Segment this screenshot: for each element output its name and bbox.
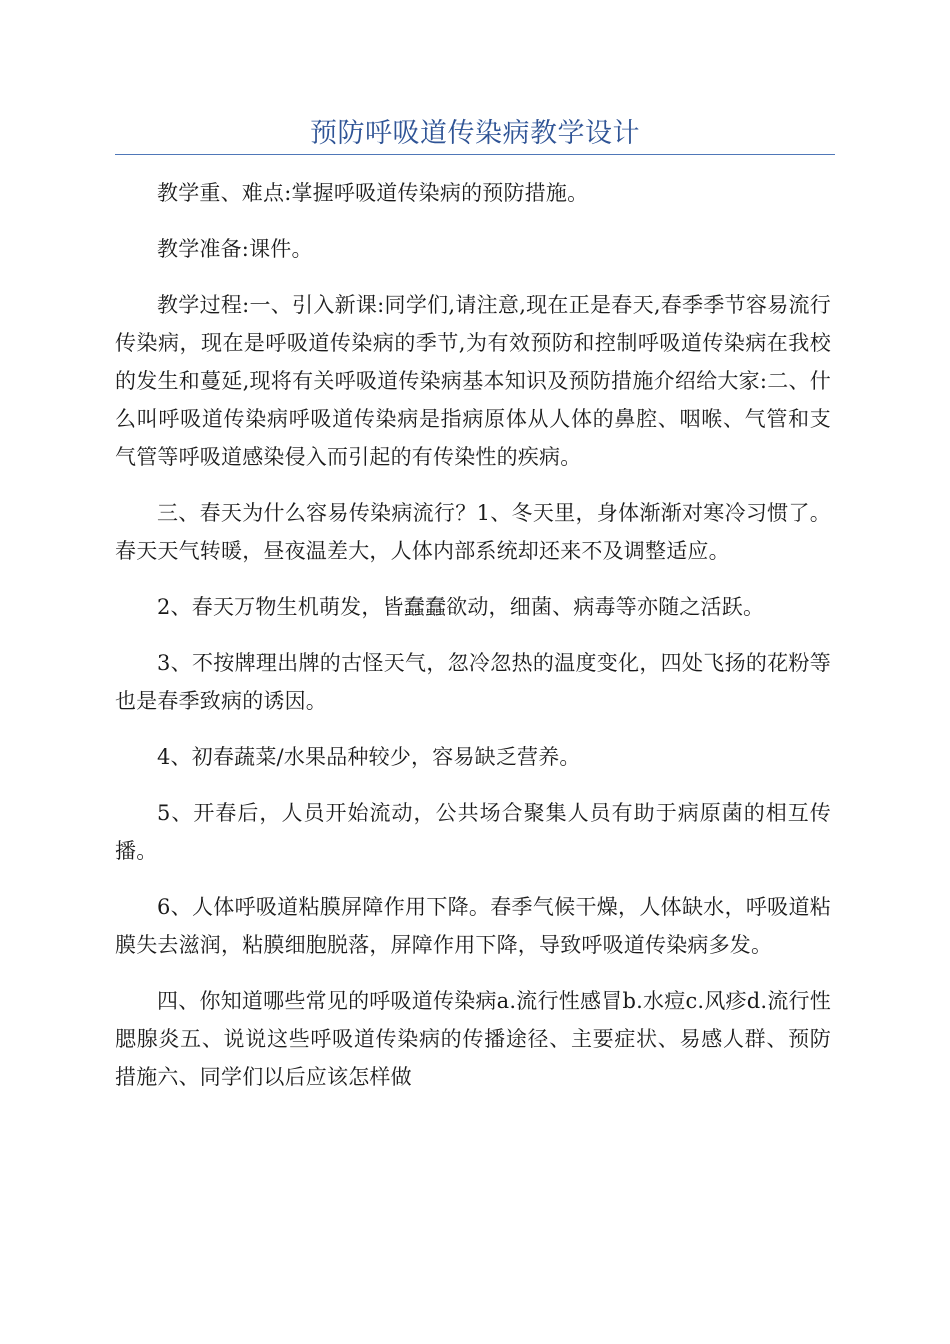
- document-body: [115, 174, 831, 1114]
- paragraph-key-points: 教学重、难点:掌握呼吸道传染病的预防措施。: [157, 181, 589, 205]
- paragraph-process: 教学过程:一、引入新课:同学们,请注意,现在正是春天,春季季节容易流行传染病，现在是呼吸道传染病的季节,为有效预防和控制呼吸道传染病在我校的发生和蔓延,现将有关呼吸道传染病基本知识及预防措施介绍给大家:二、什么叫呼吸道传染病呼吸道传染病是指病原体从人体的鼻腔、咽喉、气管和支气管等呼吸道感染侵入而引起的有传染性的疾病。: [115, 293, 831, 469]
- title-underline: [115, 154, 835, 155]
- document-title: 预防呼吸道传染病教学设计: [310, 118, 640, 149]
- paragraph-reason-4: 4、初春蔬菜/水果品种较少，容易缺乏营养。: [157, 745, 581, 769]
- paragraph-reason-5: 5、开春后，人员开始流动，公共场合聚集人员有助于病原菌的相互传播。: [115, 801, 831, 863]
- paragraph-preparation: 教学准备:课件。: [157, 237, 313, 261]
- paragraph-common-diseases: 四、你知道哪些常见的呼吸道传染病a.流行性感冒b.水痘c.风疹d.流行性腮腺炎五、说说这些呼吸道传染病的传播途径、主要症状、易感人群、预防措施六、同学们以后应该怎样做: [115, 989, 831, 1089]
- paragraph-reason-2: 2、春天万物生机萌发，皆蠢蠢欲动，细菌、病毒等亦随之活跃。: [157, 595, 765, 619]
- paragraph-reason-3: 3、不按牌理出牌的古怪天气，忽冷忽热的温度变化，四处飞扬的花粉等也是春季致病的诱因。: [115, 651, 831, 713]
- paragraph-reason-6: 6、人体呼吸道粘膜屏障作用下降。春季气候干燥，人体缺水，呼吸道粘膜失去滋润，粘膜细胞脱落，屏障作用下降，导致呼吸道传染病多发。: [115, 895, 831, 957]
- paragraph-spring-reasons: 三、春天为什么容易传染病流行？1、冬天里，身体渐渐对寒冷习惯了。春天天气转暖，昼夜温差大，人体内部系统却还来不及调整适应。: [115, 501, 831, 563]
